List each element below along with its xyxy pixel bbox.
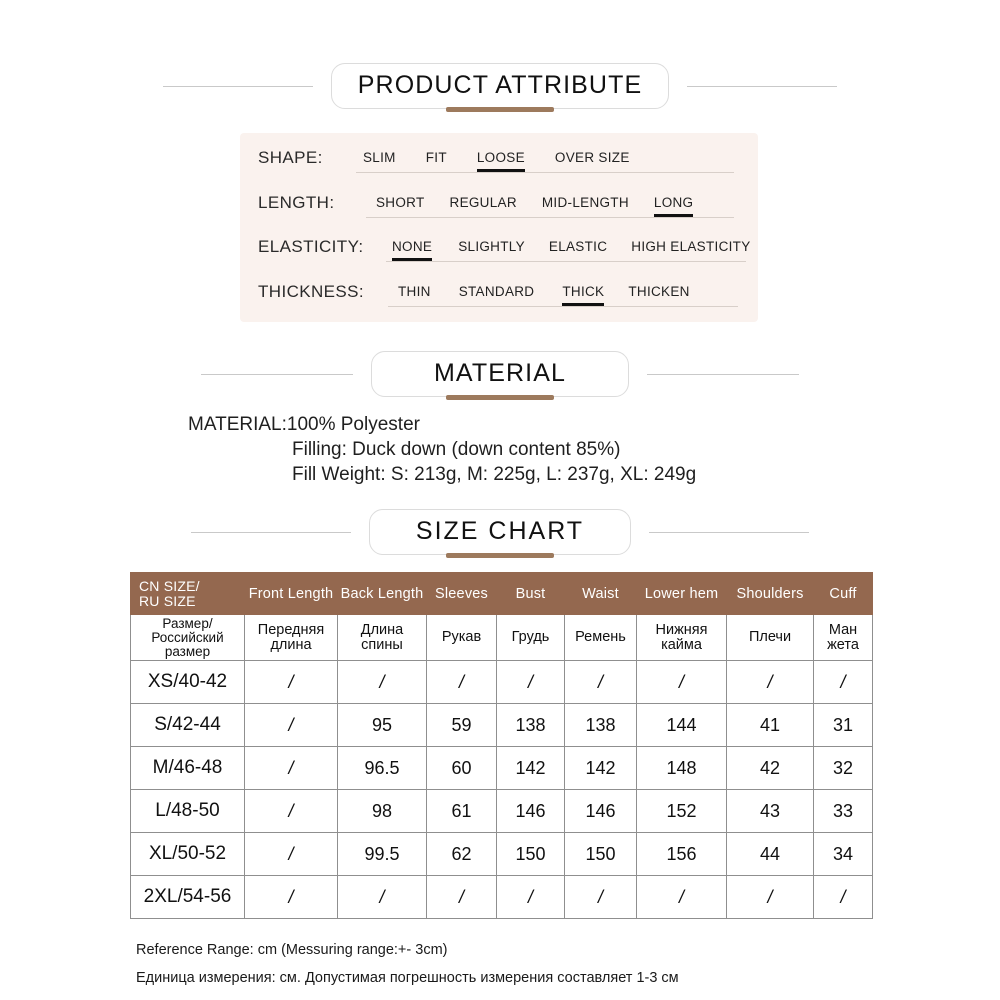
cell-front-length: / xyxy=(245,790,338,833)
attribute-options-elasticity xyxy=(392,239,751,261)
size-chart-body xyxy=(131,615,873,919)
cell-shoulders: 43 xyxy=(727,790,814,833)
attribute-option-thick[interactable]: THICK xyxy=(562,284,604,306)
cell-bust: 150 xyxy=(497,833,565,876)
header-ru-size-line2: RU SIZE xyxy=(139,592,196,609)
header-ru-size-l3: размер xyxy=(164,643,211,659)
header-ru-lower-hem: Нижняя кайма xyxy=(637,615,727,661)
cell-shoulders: / xyxy=(727,661,814,704)
title-accent-underline xyxy=(446,107,554,112)
cell-back-length: / xyxy=(338,876,427,919)
material-title-text: MATERIAL xyxy=(371,351,629,397)
attribute-option-thicken[interactable]: THICKEN xyxy=(628,284,690,299)
attribute-option-short[interactable]: SHORT xyxy=(376,195,425,210)
cell-bust: / xyxy=(497,876,565,919)
attribute-option-regular[interactable]: REGULAR xyxy=(449,195,517,210)
material-line-composition: MATERIAL:100% Polyester xyxy=(188,414,420,435)
cell-front-length: / xyxy=(245,747,338,790)
cell-waist: / xyxy=(565,661,637,704)
header-ru-shoulders: Плечи xyxy=(727,615,814,661)
attribute-rule-shape xyxy=(356,172,734,173)
attribute-options-thickness xyxy=(398,284,690,306)
size-chart-section-title xyxy=(0,509,1000,555)
cell-bust: / xyxy=(497,661,565,704)
attribute-option-slightly[interactable]: SLIGHTLY xyxy=(458,239,525,254)
cell-size: S/42-44 xyxy=(131,704,245,747)
cell-waist: 138 xyxy=(565,704,637,747)
cell-back-length: 95 xyxy=(338,704,427,747)
header-ru-size-l2: Российский xyxy=(151,629,224,645)
attribute-option-over-size[interactable]: OVER SIZE xyxy=(554,150,630,165)
material-section-title xyxy=(0,351,1000,397)
material-rule-right xyxy=(647,374,799,375)
cell-sleeves: / xyxy=(427,661,497,704)
cell-lower-hem: / xyxy=(637,876,727,919)
cell-sleeves: / xyxy=(427,876,497,919)
cell-back-length: 96.5 xyxy=(338,747,427,790)
cell-cuff: / xyxy=(814,876,873,919)
header-cuff: Cuff xyxy=(814,573,873,615)
cell-cuff: 34 xyxy=(814,833,873,876)
header-waist: Waist xyxy=(565,573,637,615)
header-ru-size-l1: Размер/ xyxy=(162,615,213,631)
cell-front-length: / xyxy=(245,704,338,747)
cell-cuff: 32 xyxy=(814,747,873,790)
attribute-label-length: LENGTH: xyxy=(258,193,335,212)
product-attribute-pill xyxy=(331,63,669,109)
cell-back-length: / xyxy=(338,661,427,704)
header-cn-size-line1: CN SIZE/ xyxy=(139,577,200,594)
cell-front-length: / xyxy=(245,833,338,876)
attribute-option-loose[interactable]: LOOSE xyxy=(477,150,525,172)
header-ru-back-length: Длина спины xyxy=(338,615,427,661)
attribute-rule-thickness xyxy=(388,306,738,307)
size-chart-footnotes xyxy=(136,936,956,992)
header-ru-bust: Грудь xyxy=(497,615,565,661)
table-header-row-en xyxy=(131,573,873,615)
table-row xyxy=(131,833,873,876)
attribute-rule-elasticity xyxy=(386,261,746,262)
cell-size: 2XL/54-56 xyxy=(131,876,245,919)
attribute-label-thickness: THICKNESS: xyxy=(258,282,365,301)
header-lower-hem: Lower hem xyxy=(637,573,727,615)
cell-sleeves: 60 xyxy=(427,747,497,790)
cell-waist: 142 xyxy=(565,747,637,790)
footnote-english: Reference Range: cm (Messuring range:+- 3cm) xyxy=(136,942,448,958)
cell-cuff: / xyxy=(814,661,873,704)
cell-front-length: / xyxy=(245,876,338,919)
cell-back-length: 98 xyxy=(338,790,427,833)
attribute-option-mid-length[interactable]: MID-LENGTH xyxy=(541,195,629,210)
cell-size: XS/40-42 xyxy=(131,661,245,704)
header-cn-ru-size xyxy=(131,573,245,615)
header-ru-cuff: Ман жета xyxy=(814,615,873,661)
header-ru-size-label xyxy=(131,615,245,661)
attribute-label-shape: SHAPE: xyxy=(258,148,323,167)
cell-waist: 150 xyxy=(565,833,637,876)
product-attribute-title-text: PRODUCT ATTRIBUTE xyxy=(331,63,669,109)
attribute-row-thickness xyxy=(258,277,748,317)
attribute-option-slim[interactable]: SLIM xyxy=(363,150,396,165)
cell-bust: 142 xyxy=(497,747,565,790)
material-pill xyxy=(371,351,629,397)
attribute-option-high-elasticity[interactable]: HIGH ELASTICITY xyxy=(631,239,751,254)
table-row xyxy=(131,704,873,747)
cell-size: M/46-48 xyxy=(131,747,245,790)
size-chart-pill xyxy=(369,509,631,555)
attribute-row-shape xyxy=(258,143,748,183)
cell-lower-hem: / xyxy=(637,661,727,704)
table-row xyxy=(131,747,873,790)
cell-lower-hem: 148 xyxy=(637,747,727,790)
attribute-row-elasticity xyxy=(258,232,751,272)
cell-size: XL/50-52 xyxy=(131,833,245,876)
attribute-options-shape xyxy=(363,150,630,172)
material-accent-underline xyxy=(446,395,554,400)
header-shoulders: Shoulders xyxy=(727,573,814,615)
size-chart-accent-underline xyxy=(446,553,554,558)
cell-bust: 138 xyxy=(497,704,565,747)
cell-lower-hem: 144 xyxy=(637,704,727,747)
attribute-option-none[interactable]: NONE xyxy=(392,239,432,261)
title-rule-right xyxy=(687,86,837,87)
table-row xyxy=(131,661,873,704)
cell-waist: 146 xyxy=(565,790,637,833)
cell-back-length: 99.5 xyxy=(338,833,427,876)
material-details xyxy=(0,412,1000,487)
footnote-russian: Единица измерения: см. Допустимая погрешность измерения составляет 1-3 см xyxy=(136,970,679,986)
attribute-label-elasticity: ELASTICITY: xyxy=(258,237,364,256)
cell-lower-hem: 156 xyxy=(637,833,727,876)
material-line-fill-weight: Fill Weight: S: 213g, M: 225g, L: 237g, XL: 249g xyxy=(292,464,697,485)
cell-sleeves: 62 xyxy=(427,833,497,876)
cell-shoulders: / xyxy=(727,876,814,919)
title-rule-left xyxy=(163,86,313,87)
header-ru-sleeves: Рукав xyxy=(427,615,497,661)
cell-shoulders: 44 xyxy=(727,833,814,876)
attribute-rule-length xyxy=(366,217,734,218)
cell-waist: / xyxy=(565,876,637,919)
attribute-option-thin[interactable]: THIN xyxy=(398,284,431,299)
attribute-option-fit[interactable]: FIT xyxy=(425,150,447,165)
header-ru-front-length: Передняя длина xyxy=(245,615,338,661)
size-chart-header-english xyxy=(131,573,873,615)
cell-size: L/48-50 xyxy=(131,790,245,833)
cell-sleeves: 59 xyxy=(427,704,497,747)
attribute-panel xyxy=(240,133,758,322)
header-back-length: Back Length xyxy=(338,573,427,615)
cell-cuff: 31 xyxy=(814,704,873,747)
attribute-option-long[interactable]: LONG xyxy=(654,195,693,217)
material-line-filling: Filling: Duck down (down content 85%) xyxy=(292,439,621,460)
table-row xyxy=(131,790,873,833)
size-chart-rule-left xyxy=(191,532,351,533)
cell-shoulders: 41 xyxy=(727,704,814,747)
product-attribute-section-title xyxy=(0,63,1000,109)
cell-bust: 146 xyxy=(497,790,565,833)
header-bust: Bust xyxy=(497,573,565,615)
header-sleeves: Sleeves xyxy=(427,573,497,615)
cell-sleeves: 61 xyxy=(427,790,497,833)
attribute-options-length xyxy=(376,195,693,217)
cell-shoulders: 42 xyxy=(727,747,814,790)
cell-lower-hem: 152 xyxy=(637,790,727,833)
attribute-row-length xyxy=(258,188,748,228)
header-ru-waist: Ремень xyxy=(565,615,637,661)
size-chart-title-text: SIZE CHART xyxy=(369,509,631,555)
table-row xyxy=(131,876,873,919)
size-chart-rule-right xyxy=(649,532,809,533)
material-rule-left xyxy=(201,374,353,375)
cell-front-length: / xyxy=(245,661,338,704)
size-chart-table xyxy=(130,572,873,919)
table-header-row-ru xyxy=(131,615,873,661)
attribute-option-elastic[interactable]: ELASTIC xyxy=(548,239,608,254)
header-front-length: Front Length xyxy=(245,573,338,615)
cell-cuff: 33 xyxy=(814,790,873,833)
attribute-option-standard[interactable]: STANDARD xyxy=(458,284,535,299)
